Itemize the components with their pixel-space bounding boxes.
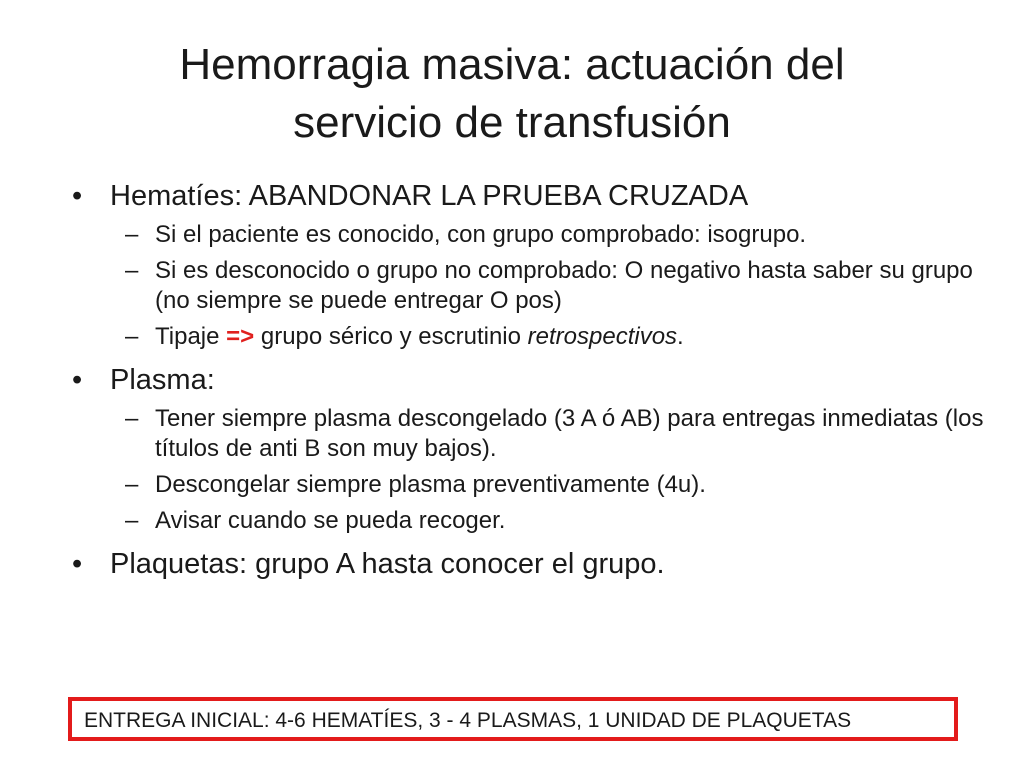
sub-bullet-avisar (70, 506, 1010, 536)
tipaje-text-before: Tipaje (155, 323, 227, 350)
sub-bullet-desconocido (70, 256, 1010, 316)
bullet-marker: • (72, 364, 83, 396)
bullet-plaquetas (70, 546, 1010, 582)
bullet-hematies-text: Hematíes: ABANDONAR LA PRUEBA CRUZADA (110, 180, 749, 212)
bullet-plasma-text: Plasma: (110, 364, 215, 396)
dash-marker: – (125, 323, 139, 350)
title-line-1: Hemorragia masiva: actuación del (179, 40, 845, 89)
bullet-marker: • (72, 180, 83, 212)
sub-bullet-text: Si el paciente es conocido, con grupo comprobado: isogrupo. (155, 221, 807, 248)
slide-title (0, 36, 1024, 152)
dash-marker: – (125, 257, 139, 284)
sub-bullet-descongelado (70, 404, 1010, 464)
sub-bullet-text: Si es desconocido o grupo no comprobado: O negativo hasta saber su grupo (no siempre se puede entregar O pos) (155, 257, 973, 314)
red-arrow: => (226, 323, 255, 350)
dash-marker: – (125, 405, 139, 432)
bullet-list (70, 178, 1010, 582)
sub-bullet-text: Tener siempre plasma descongelado (3 A ó AB) para entregas inmediatas (los títulos de anti B son muy bajos). (155, 405, 984, 462)
callout-text: ENTREGA INICIAL: 4-6 HEMATÍES, 3 - 4 PLASMAS, 1 UNIDAD DE PLAQUETAS (84, 709, 852, 732)
title-line-2: servicio de transfusión (293, 98, 731, 147)
dash-marker: – (125, 471, 139, 498)
bullet-hematies (70, 178, 1010, 214)
tipaje-emphasis: retrospectivos (527, 323, 678, 350)
tipaje-text-after: . (677, 323, 684, 350)
tipaje-text-middle: grupo sérico y escrutinio (254, 323, 528, 350)
sub-bullet-text: Avisar cuando se pueda recoger. (155, 507, 506, 534)
dash-marker: – (125, 507, 139, 534)
sub-bullet-preventivamente (70, 470, 1010, 500)
dash-marker: – (125, 221, 139, 248)
sub-bullet-text: Descongelar siempre plasma preventivamente (4u). (155, 471, 706, 498)
initial-delivery-callout (68, 697, 958, 741)
bullet-marker: • (72, 548, 83, 580)
sub-bullet-conocido (70, 220, 1010, 250)
sub-bullet-tipaje (70, 322, 1010, 352)
bullet-plasma (70, 362, 1010, 398)
bullet-plaquetas-text: Plaquetas: grupo A hasta conocer el grupo. (110, 548, 665, 580)
